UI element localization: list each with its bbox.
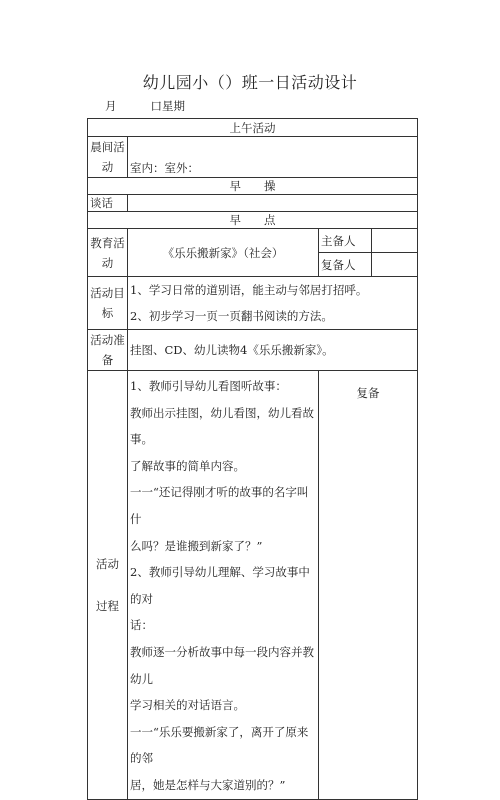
prep-label: 活动准备 <box>88 330 128 371</box>
process-line: 话： <box>130 618 153 633</box>
page-title: 幼儿园小（）班一日活动设计 <box>142 73 358 92</box>
weekday-label: 口星期 <box>150 99 185 113</box>
process-line: 1、教师引导幼儿看图听故事： <box>130 379 287 393</box>
review-label: 复备 <box>356 386 380 400</box>
review-cell <box>319 371 418 800</box>
preparer-label: 主备人 <box>319 229 372 253</box>
morning-activity-value: 室内：室外： <box>128 137 418 178</box>
month-label: 月 <box>105 99 117 113</box>
process-content <box>128 371 319 800</box>
snack-section-header: 早 点 <box>88 212 418 229</box>
process-label-line: 活动 <box>96 556 119 571</box>
process-line: 么吗？是谁搬到新家了？” <box>130 538 263 553</box>
process-line: 一一“还记得刚才听的故事的名字叫什 <box>130 485 309 526</box>
reviewer-label: 复备人 <box>319 253 372 277</box>
talk-value <box>128 195 418 212</box>
goal-line: 1、学习日常的道别语，能主动与邻居打招呼。 <box>130 283 368 297</box>
activity-plan-table <box>87 118 418 800</box>
exercise-section-header: 早 操 <box>88 178 418 195</box>
process-line: 居，她是怎样与大家道别的？” <box>130 777 286 792</box>
process-line: 一一“乐乐要搬新家了，离开了原来的邻 <box>130 724 309 766</box>
preparer-value <box>372 229 418 253</box>
date-line <box>105 98 185 114</box>
goal-content <box>128 277 418 330</box>
process-label <box>88 371 128 800</box>
reviewer-value <box>372 253 418 277</box>
prep-value: 挂图、CD、幼儿读物4《乐乐搬新家》。 <box>128 330 418 371</box>
goal-label: 活动目标 <box>88 277 128 330</box>
edu-activity-value: 《乐乐搬新家》（社会） <box>128 229 319 277</box>
talk-label: 谈话 <box>88 195 128 212</box>
process-label-line: 过程 <box>96 598 119 613</box>
process-line: 教师出示挂图，幼儿看图，幼儿看故事。 <box>130 405 314 447</box>
process-line: 2、教师引导幼儿理解、学习故事中的对 <box>130 565 310 606</box>
morning-section-header: 上午活动 <box>88 119 418 137</box>
goal-line: 2、初步学习一页一页翻书阅读的方法。 <box>130 309 333 323</box>
morning-activity-label: 晨间活动 <box>88 137 128 178</box>
process-line: 了解故事的简单内容。 <box>130 458 245 473</box>
process-line: 教师逐一分析故事中每一段内容并教幼儿 <box>130 644 314 686</box>
edu-activity-label: 教育活动 <box>88 229 128 277</box>
process-line: 学习相关的对话语言。 <box>130 698 245 713</box>
